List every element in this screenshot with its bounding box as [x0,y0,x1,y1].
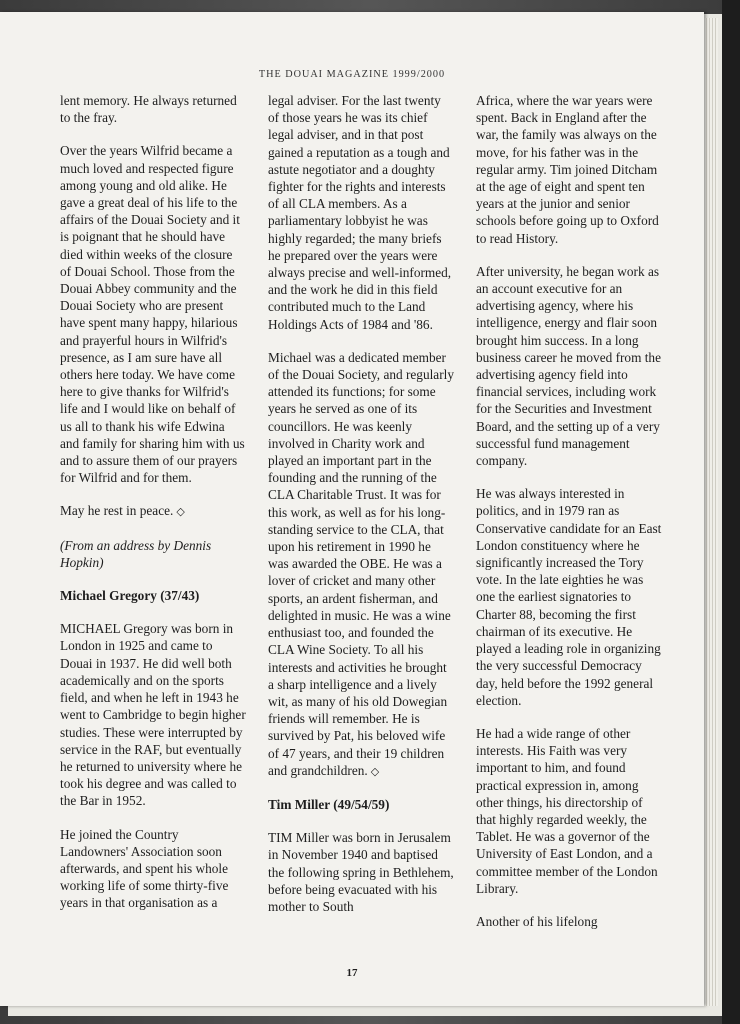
closing-line [60,502,246,520]
column-middle [268,92,454,931]
page-stack-edge [704,18,718,1006]
column-left [60,92,246,928]
paragraph: Another of his lifelong [476,913,598,929]
paragraph: Over the years Wilfrid became a much loved and respected figure among young and old alike. He gave a great deal of his life to the affairs of the Douai Society and it is poignant that he should have died within weeks of the closure of Douai School. Those from the Douai Abbey community and the Douai Society who are present have spent many happy, hilarious and prayerful hours in Wilfrid's presence, as I am sure have all others here today. We have come here to give thanks for Wilfrid's life and I would like on behalf of us all to thank his wife Edwina and family for sharing him with us and to assure them of our prayers for Wilfrid and for them. [60,143,245,486]
paragraph: Africa, where the war years were spent. Back in England after the war, the family was always on the move, for his father was in the regular army. Tim joined Ditcham at the age of eight and spent ten years at the junior and senior schools before going up to Oxford to read History. [476,93,659,246]
obituary-heading-miller: Tim Miller (49/54/59) [268,796,390,812]
paragraph-with-end [268,349,454,780]
paragraph: TIM Miller was born in Jerusalem in November 1940 and baptised the following spring in Bethlehem, before being evacuated with his mother to South [268,830,454,914]
running-head: THE DOUAI MAGAZINE 1999/2000 [258,69,446,80]
paragraph: He joined the Country Landowners' Association soon afterwards, and spent his whole working life of some thirty-five years in that organisation as a [60,826,229,911]
attribution: (From an address by Dennis Hopkin) [60,537,212,570]
diamond-end-icon: ◇ [176,505,185,519]
closing-text: May he rest in peace. [60,503,174,519]
paragraph-text: Michael was a dedicated member of the Douai Society, and regularly attended its functions; for some years he served as one of its councillors. He was keenly involved in Charity work and played an important part in the founding and the running of the CLA Charitable Trust. It was for this work, as well as for his long-standing service to the CLA, that upon his retirement in 1990 he was awarded the OBE. He was a lover of cricket and many other sports, an ardent fisherman, and delighted in music. He was a wine enthusiast too, and founded the CLA Wine Society. To all his interests and activities he brought a sharp intelligence and a lively wit, as many of his old Dowegian friends will remember. He is survived by Pat, his beloved wife of 47 years, and their 19 children and grandchildren. [268,349,454,778]
column-right [476,92,662,946]
paragraph: After university, he began work as an account executive for an advertising agency, where his intelligence, energy and flair soon brought him success. In a long business career he moved from the advertising agency field into financial services, including work for the Securities and Investment Board, and the setting up of a very successful fund management company. [476,263,661,469]
paragraph: He had a wide range of other interests. His Faith was very important to him, and found practical expression in, among other things, his directorship of that highly regarded weekly, the Tablet. He was a governor of the University of East London, and a committee member of the London Library. [476,725,658,896]
diamond-end-icon: ◇ [370,764,380,778]
paragraph: lent memory. He always returned to the fray. [60,93,237,126]
scanner-edge-strip [722,0,740,1024]
magazine-page [0,12,704,1006]
paragraph: He was always interested in politics, and in 1979 ran as Conservative candidate for an East London constituency where he significantly increased the Tory vote. In the late eighties he was one the earliest signatories to Charter 88, becoming the first chairman of its executive. He played a leading role in organizing the very successful Democracy day, held before the 1992 general election. [476,486,662,708]
paragraph: MICHAEL Gregory was born in London in 1925 and came to Douai in 1937. He did well both academically and on the sports field, and when he left in 1943 he went to Cambridge to begin higher studies. These were interrupted by service in the RAF, but eventually he returned to university where he took his degree and was called to the Bar in 1952. [60,621,246,809]
page-number: 17 [346,967,358,979]
paragraph: legal adviser. For the last twenty of those years he was its chief legal adviser, and in that post gained a reputation as a tough and astute negotiator and a doughty fighter for the rights and interests of all CLA members. As a parliamentary lobbyist he was highly regarded; the many briefs he prepared over the years were always precise and well-informed, and the work he did in this field contributed much to the Land Holdings Acts of 1984 and '86. [268,93,452,332]
obituary-heading-gregory: Michael Gregory (37/43) [60,588,200,604]
